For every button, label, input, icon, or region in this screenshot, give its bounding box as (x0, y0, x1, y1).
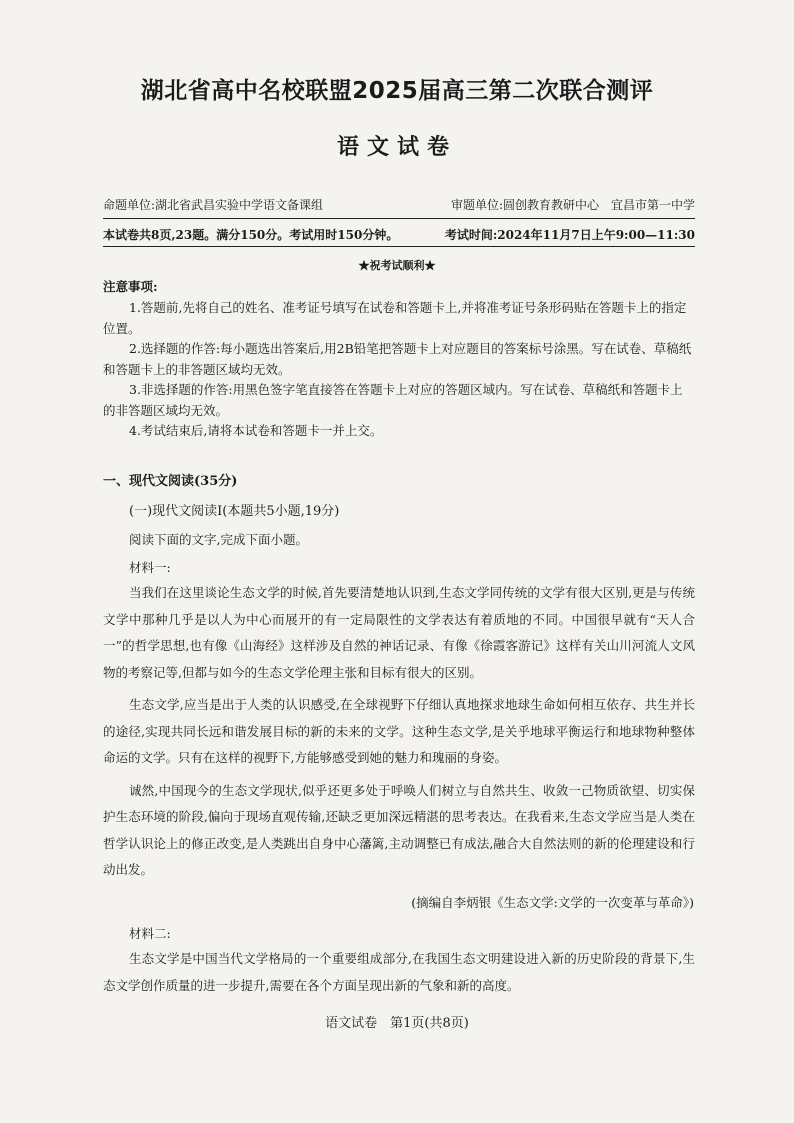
note-item: 3.非选择题的作答:用黑色签字笔直接答在答题卡上对应的答题区域内。写在试卷、草稿纸和答题卡上的非答题区域均无效。 (103, 382, 683, 418)
paper-info: 本试卷共8页,23题。满分150分。考试用时150分钟。 (103, 228, 399, 242)
notes-heading: 注意事项: (103, 279, 158, 294)
divider (103, 218, 695, 219)
exam-subtitle: 语文试卷 (336, 135, 457, 160)
paragraph: 当我们在这里谈论生态文学的时候,首先要清楚地认识到,生态文学同传统的文学有很大区别,更是与传统文学中那种几乎是以人为中心而展开的有一定局限性的文学表达有着质地的不同。中国很早就有“天人合一”的哲学思想,也有像《山海经》这样涉及自然的神话记录、有像《徐霞客游记》这样有关山川河流人文风物的考察记等,但都与如今的生态文学伦理主张和目标有很大的区别。 (103, 585, 695, 680)
section-title: 一、现代文阅读(35分) (103, 474, 238, 489)
exam-info-row (103, 226, 695, 243)
note-item: 4.考试结束后,请将本试卷和答题卡一并上交。 (129, 423, 383, 438)
divider (103, 246, 695, 247)
material1-body (103, 580, 695, 884)
material1-source: (摘编自李炳银《生态文学:文学的一次变革与革命》) (411, 895, 694, 910)
paragraph: 诚然,中国现今的生态文学现状,似乎还更多处于呼唤人们树立与自然共生、收敛一己物质欲望、切实保护生态环境的阶段,偏向于现场直观传输,还缺乏更加深远精湛的思考表达。在我看来,生态文学应当是人类在哲学认识论上的修正改变,是人类跳出自身中心藩篱,主动调整已有成法,融合大自然法则的新的伦理建设和行动出发。 (103, 782, 695, 877)
unit-info-row (103, 196, 695, 213)
paragraph: 生态文学是中国当代文学格局的一个重要组成部分,在我国生态文明建设进入新的历史阶段的背景下,生态文学创作质量的进一步提升,需要在各个方面呈现出新的气象和新的高度。 (103, 951, 695, 993)
page-footer: 语文试卷 第1页(共8页) (325, 1016, 469, 1031)
reviewer-unit: 审题单位:圆创教育教研中心 宜昌市第一中学 (450, 198, 695, 212)
proposer-unit: 命题单位:湖北省武昌实验中学语文备课组 (103, 198, 324, 212)
good-luck-banner: ★祝考试顺利★ (358, 259, 436, 272)
exam-time: 考试时间:2024年11月7日上午9:00—11:30 (444, 228, 695, 242)
exam-title: 湖北省高中名校联盟2025届高三第二次联合测评 (140, 78, 654, 104)
notes-list (103, 298, 695, 442)
subsection-title: (一)现代文阅读Ⅰ(本题共5小题,19分) (129, 504, 340, 519)
material2-body (103, 946, 695, 999)
note-item: 2.选择题的作答:每小题选出答案后,用2B铅笔把答题卡上对应题目的答案标号涂黑。写在试卷、草稿纸和答题卡上的非答题区域均无效。 (103, 341, 692, 377)
paragraph: 生态文学,应当是出于人类的认识感受,在全球视野下仔细认真地探求地球生命如何相互依存、共生并长的途径,实现共同长远和谐发展目标的新的未来的文学。这种生态文学,是关乎地球平衡运行和地球物种整体命运的文学。只有在这样的视野下,方能够感受到她的魅力和瑰丽的身姿。 (103, 697, 695, 765)
material1-label: 材料一: (129, 560, 171, 575)
material2-label: 材料二: (129, 926, 171, 941)
note-item: 1.答题前,先将自己的姓名、准考证号填写在试卷和答题卡上,并将准考证号条形码贴在答题卡上的指定位置。 (103, 300, 687, 336)
instruction: 阅读下面的文字,完成下面小题。 (129, 532, 308, 547)
